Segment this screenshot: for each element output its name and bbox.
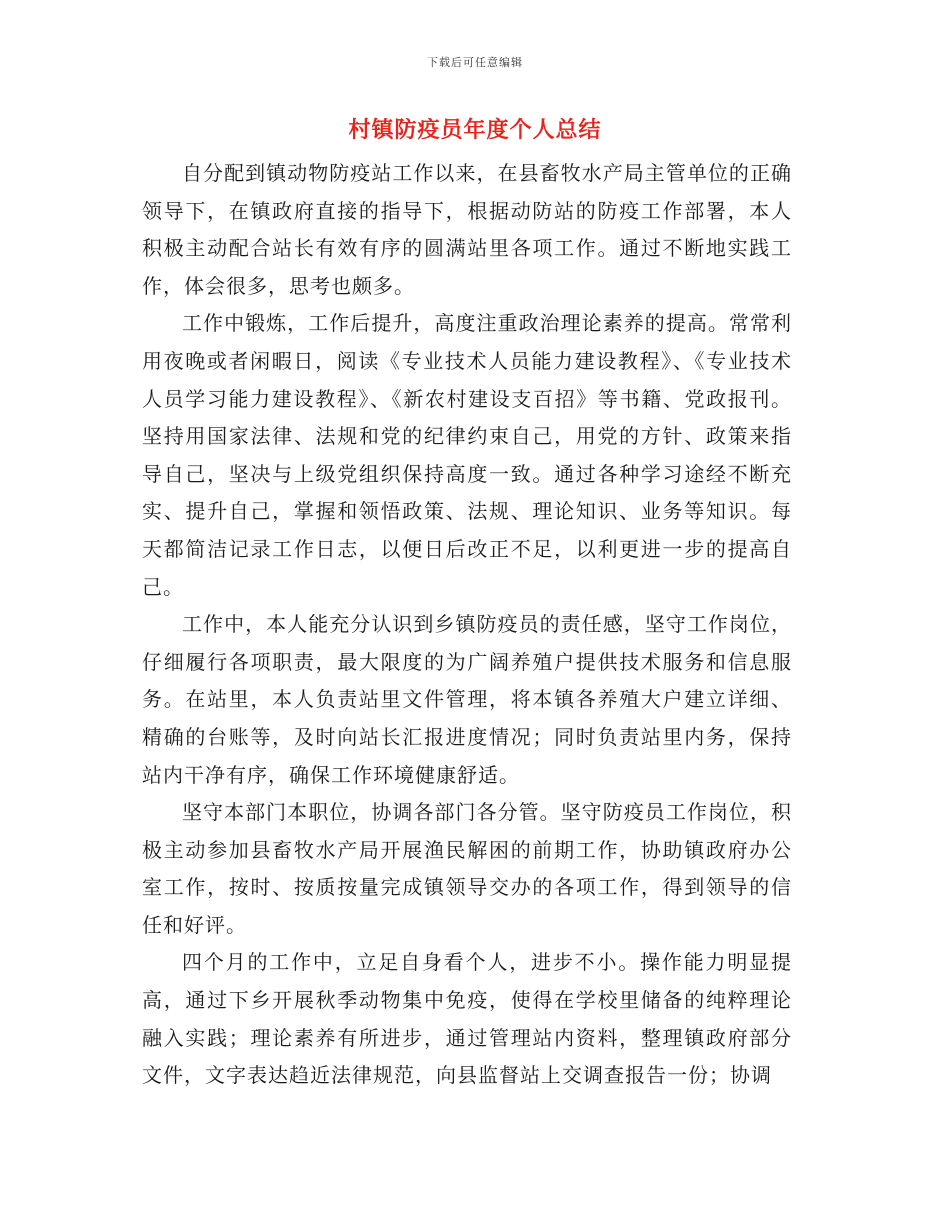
paragraph: 自分配到镇动物防疫站工作以来，在县畜牧水产局主管单位的正确领导下，在镇政府直接的指导下，根据动防站的防疫工作部署，本人积极主动配合站长有效有序的圆满站里各项工作。通过不断地实践工作，体会很多，思考也颇多。 (142, 161, 792, 298)
paragraph: 坚守本部门本职位，协调各部门各分管。坚守防疫员工作岗位，积极主动参加县畜牧水产局开展渔民解困的前期工作，协助镇政府办公室工作，按时、按质按量完成镇领导交办的各项工作，得到领导的信任和好评。 (142, 800, 792, 937)
paragraph: 工作中锻炼，工作后提升，高度注重政治理论素养的提高。常常利用夜晚或者闲暇日，阅读《专业技术人员能力建设教程》、《专业技术人员学习能力建设教程》、《新农村建设支百招》等书籍、党政报刊。坚持用国家法律、法规和党的纪律约束自己，用党的方针、政策来指导自己，坚决与上级党组织保持高度一致。通过各种学习途经不断充实、提升自己，掌握和领悟政策、法规、理论知识、业务等知识。每天都简洁记录工作日志，以便日后改正不足，以利更进一步的提高自己。 (142, 311, 792, 599)
paragraph: 四个月的工作中，立足自身看个人，进步不小。操作能力明显提高，通过下乡开展秋季动物集中免疫，使得在学校里储备的纯粹理论融入实践；理论素养有所进步，通过管理站内资料，整理镇政府部分文件，文字表达趋近法律规范，向县监督站上交调查报告一份；协调 (142, 950, 792, 1088)
page-header-note: 下载后可任意编辑 (427, 56, 523, 69)
document-title: 村镇防疫员年度个人总结 (348, 118, 602, 143)
paragraph: 工作中，本人能充分认识到乡镇防疫员的责任感，坚守工作岗位，仔细履行各项职责，最大限度的为广阔养殖户提供技术服务和信息服务。在站里，本人负责站里文件管理，将本镇各养殖大户建立详细、精确的台账等，及时向站长汇报进度情况；同时负责站里内务，保持站内干净有序，确保工作环境健康舒适。 (142, 612, 792, 787)
document-body (142, 155, 792, 1095)
